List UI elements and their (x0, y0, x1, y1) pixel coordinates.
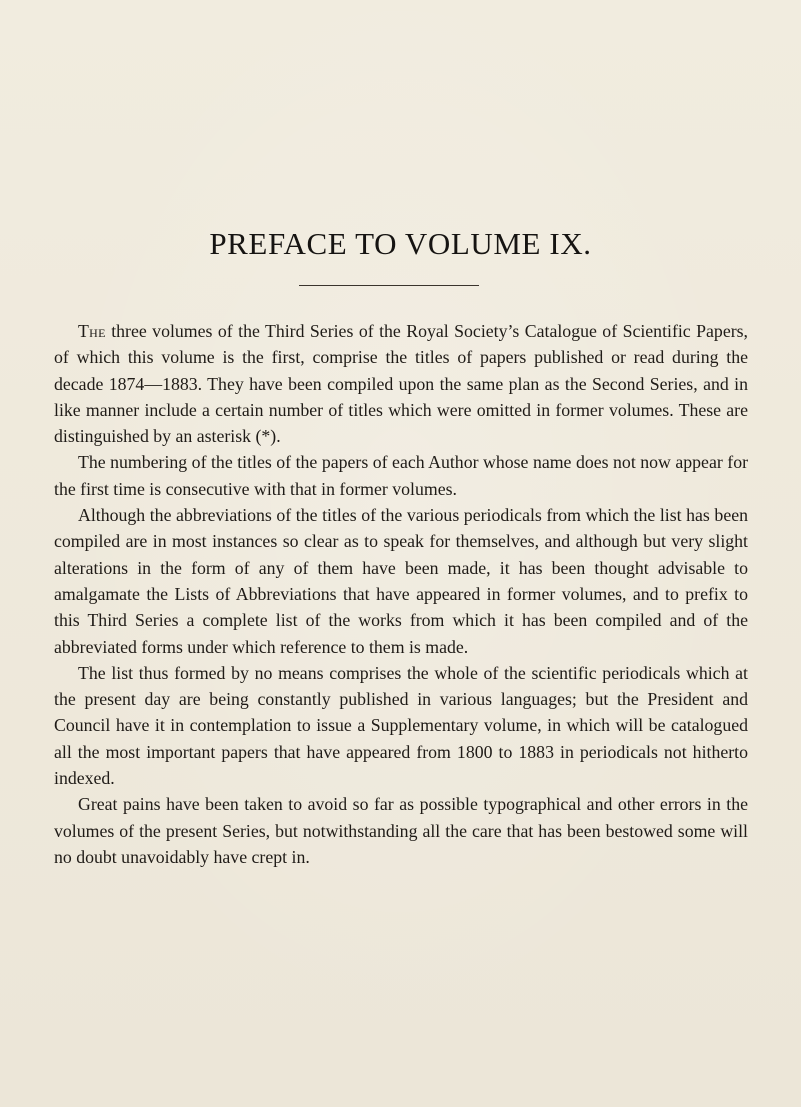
preface-body (54, 318, 748, 870)
paragraph-3: Although the abbreviations of the titles of the various periodicals from which the list has been compiled are in most instances so clear as to speak for themselves, and although but very slight alterations in the form of any of them have been made, it has been thought advisable to amalgamate the Lists of Abbreviations that have appeared in former volumes, and to prefix to this Third Series a complete list of the works from which it has been compiled and of the abbreviated forms under which reference to them is made. (54, 505, 748, 657)
paragraph-2: The numbering of the titles of the papers of each Author whose name does not now appear for the first time is consecutive with that in former volumes. (54, 452, 748, 499)
paragraph-5: Great pains have been taken to avoid so far as possible typographical and other errors in the volumes of the present Series, but notwithstanding all the care that has been bestowed some will no doubt unavoidably have crept in. (54, 794, 748, 867)
paragraph-1-text: three volumes of the Third Series of the Royal Society’s Catalogue of Scientific Papers, of which this volume is the first, comprise the titles of papers published or read during the decade 1874—1883. They have been compiled upon the same plan as the Second Series, and in like manner include a certain number of titles which were omitted in former volumes. These are distinguished by an asterisk (*). (54, 321, 748, 447)
page-title: PREFACE TO VOLUME IX. (209, 226, 592, 261)
opening-word: The (78, 321, 106, 341)
paragraph-4: The list thus formed by no means comprises the whole of the scientific periodicals which at the present day are being constantly published in various languages; but the President and Council have it in contemplation to issue a Supplementary volume, in which will be catalogued all the most important papers that have appeared from 1800 to 1883 in periodicals not hitherto indexed. (54, 662, 748, 789)
title-rule (299, 285, 479, 286)
paragraph-1 (54, 318, 748, 449)
